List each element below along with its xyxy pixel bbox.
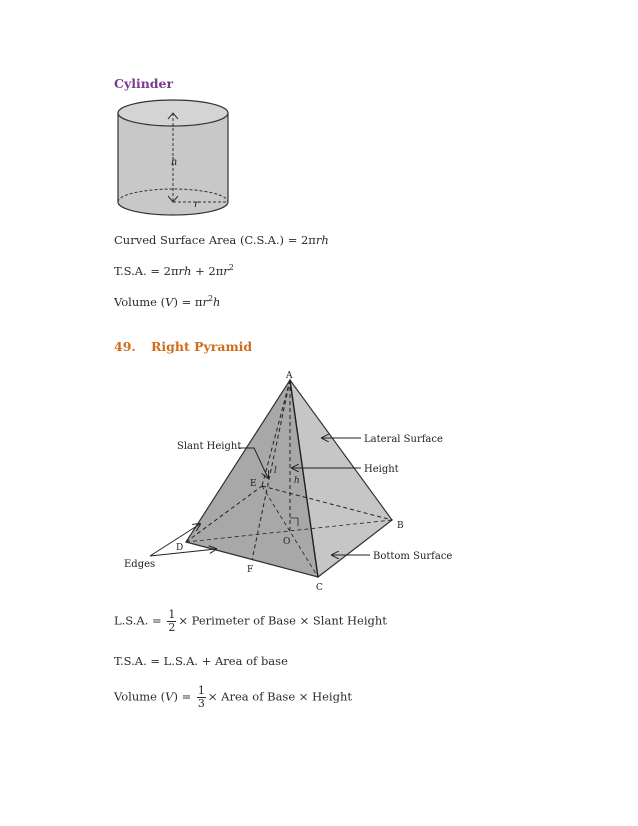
vertex-O: O bbox=[283, 537, 291, 547]
lsa-formula: L.S.A. = $\frac{1}{2}$ × Perimeter of Base × Slant Height bbox=[114, 608, 387, 634]
vertex-D: D bbox=[176, 543, 184, 553]
lateral-surface-label: Lateral Surface bbox=[364, 434, 443, 445]
cylinder-heading: Cylinder bbox=[114, 76, 174, 91]
bottom-surface-label: Bottom Surface bbox=[373, 551, 453, 562]
cylinder-h-label: h bbox=[171, 157, 178, 168]
pyramid-heading: 49. Right Pyramid bbox=[114, 339, 253, 354]
vertex-C: C bbox=[316, 583, 323, 593]
pyramid-tsa-formula: T.S.A. = L.S.A. + Area of base bbox=[114, 654, 288, 668]
cylinder-diagram bbox=[110, 96, 240, 226]
cylinder-r-label: r bbox=[194, 199, 199, 210]
pyramid-volume-formula: Volume (V) = $\frac{1}{3}$ × Area of Base × Height bbox=[114, 684, 352, 710]
vertex-A: A bbox=[286, 371, 293, 381]
vertex-F: F bbox=[247, 565, 254, 575]
volume-fraction: $\frac{1}{3}$ bbox=[197, 684, 205, 710]
height-label: Height bbox=[364, 464, 399, 475]
lsa-fraction: $\frac{1}{2}$ bbox=[168, 608, 176, 634]
cylinder-volume-formula: Volume $(V) = \pi r^2h$ bbox=[114, 294, 221, 309]
cylinder-tsa-formula: T.S.A. = $2\pi rh + 2\pi r^2$ bbox=[114, 263, 234, 278]
csa-formula: Curved Surface Area (C.S.A.) = 2πrh bbox=[114, 233, 329, 247]
edges-label: Edges bbox=[124, 559, 156, 570]
vertex-E: E bbox=[250, 479, 257, 489]
vertex-B: B bbox=[397, 521, 404, 531]
pyramid-diagram bbox=[0, 360, 638, 600]
slant-l-label: l bbox=[274, 466, 277, 476]
height-h-label: h bbox=[294, 476, 300, 486]
slant-height-label: Slant Height bbox=[177, 441, 242, 452]
